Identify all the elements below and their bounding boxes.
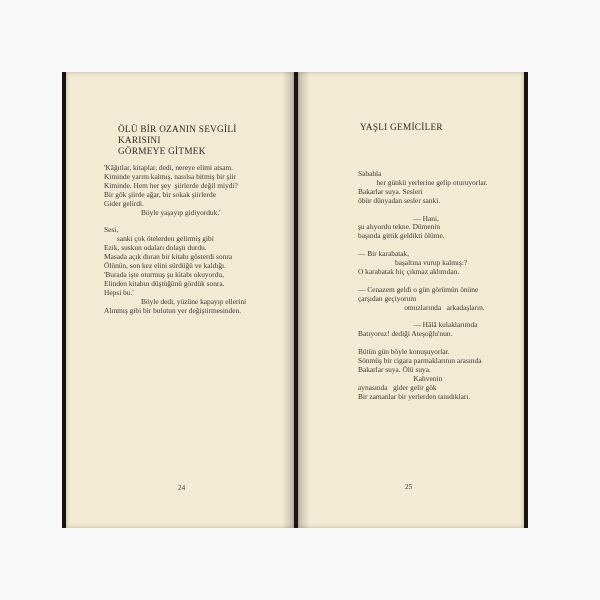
right-poem-line: Kahvenin bbox=[358, 373, 443, 383]
left-poem-line: Kiminde. Hem her şey şiirlerde değil miydi? bbox=[104, 180, 238, 190]
right-poem-line: başaltına vurup kalmış:? bbox=[358, 258, 468, 268]
right-poem-line: — Cenazem geldi o gün görümün önüne bbox=[358, 284, 479, 294]
right-poem-text bbox=[358, 170, 488, 402]
right-poem-line: Bütün gün böyle konuşuyorlar. bbox=[358, 347, 450, 357]
left-poem-line: Alınmış gibi bir bulutun yer değiştirmesinden. bbox=[104, 305, 242, 315]
right-poem-line: başında gittik geldikti ölüme. bbox=[358, 231, 445, 241]
right-poem-line: şu alıyordu tekne. Dümenin bbox=[358, 222, 441, 232]
left-title-line-1: ÖLÜ BİR OZANIN SEVGİLİ KARISINI bbox=[118, 124, 237, 145]
right-poem-line: Batıyoruz! dediği Ateşoğlu'nun. bbox=[358, 329, 453, 339]
left-poem-line: Ölünün, son kez elini sürdüğü ve kaldığı. bbox=[104, 260, 226, 270]
left-poem-line: Elinden kitabın düştüğünü gördük sonra. bbox=[104, 278, 225, 288]
left-poem-line: sanki çok ötelerden gelirmiş gibi bbox=[104, 234, 214, 244]
left-poem-line: Kiminde yarım kalmış, nasılsa bitmiş bir şiir bbox=[104, 171, 236, 181]
right-poem-line: her günkü yerlerine gelip oturuyorlar. bbox=[358, 177, 488, 187]
right-poem-line: Sabahla bbox=[358, 169, 382, 178]
open-book bbox=[62, 72, 528, 528]
gutter-shadow-right bbox=[298, 72, 310, 528]
left-poem-line: Bir gök şiirde ağar, bir sokak şiirlerde bbox=[104, 189, 216, 199]
right-poem-line: O karabatak hiç çıkmaz aklımdan. bbox=[358, 266, 460, 276]
left-poem-line bbox=[104, 217, 246, 226]
right-poem-line: öbür dünyadan sesler sanki. bbox=[358, 195, 441, 205]
left-title-line-2: GÖRMEYE GİTMEK bbox=[118, 146, 206, 156]
right-poem-line: — Hâlâ kulaklarımda bbox=[358, 320, 478, 330]
left-poem-line: Gider gelirdi. bbox=[104, 198, 144, 208]
right-poem-line: çarşıdan geçiyorum bbox=[358, 293, 417, 303]
left-poem-line: Sesi, bbox=[104, 225, 119, 235]
right-poem-line: aynasında gider gelir gök bbox=[358, 382, 437, 392]
left-poem-line: 'Burada işte oturmuş şu kitabı okuyordu, bbox=[104, 269, 224, 279]
right-page-number: 25 bbox=[405, 483, 413, 491]
left-page bbox=[66, 72, 294, 528]
right-poem-line: Bakarlar suya. Sesleri bbox=[358, 186, 423, 196]
gutter-shadow-left bbox=[282, 72, 294, 528]
left-poem-line: Ezik, suskun odaları dolaştı durdu. bbox=[104, 243, 207, 253]
right-poem-line: Bir zamanlar bir yerlerden tanıdıkları. bbox=[358, 391, 471, 401]
right-poem-line: — Hani, bbox=[358, 213, 439, 223]
left-poem-line: 'Kâğıtlar, kitaplar, dedi, nereye elimi atsam. bbox=[104, 163, 233, 172]
left-poem-line: Masada açık duran bir kitabı gösterdi sonra bbox=[104, 252, 233, 262]
right-poem-line: Sönmüş bir cigara parmaklarının arasında bbox=[358, 356, 482, 366]
left-poem-text bbox=[104, 164, 246, 315]
right-page-title: YAŞLI GEMİCİLER bbox=[360, 122, 443, 132]
right-page bbox=[298, 72, 524, 528]
left-poem-line: Hepsi bu.' bbox=[104, 287, 134, 297]
left-page-title bbox=[118, 124, 268, 157]
left-page-number: 24 bbox=[178, 484, 186, 492]
right-poem-line: Bakarlar suya. Ölü suya. bbox=[358, 364, 431, 374]
right-poem-line: — Bir karabatak, bbox=[358, 249, 410, 259]
right-poem-line: omuzlarında arkadaşların. bbox=[358, 302, 485, 312]
left-poem-line: Böyle dedi, yüzüne kapayıp ellerini bbox=[104, 296, 247, 306]
left-poem-line: Böyle yaşayıp gidiyorduk.' bbox=[104, 207, 221, 217]
